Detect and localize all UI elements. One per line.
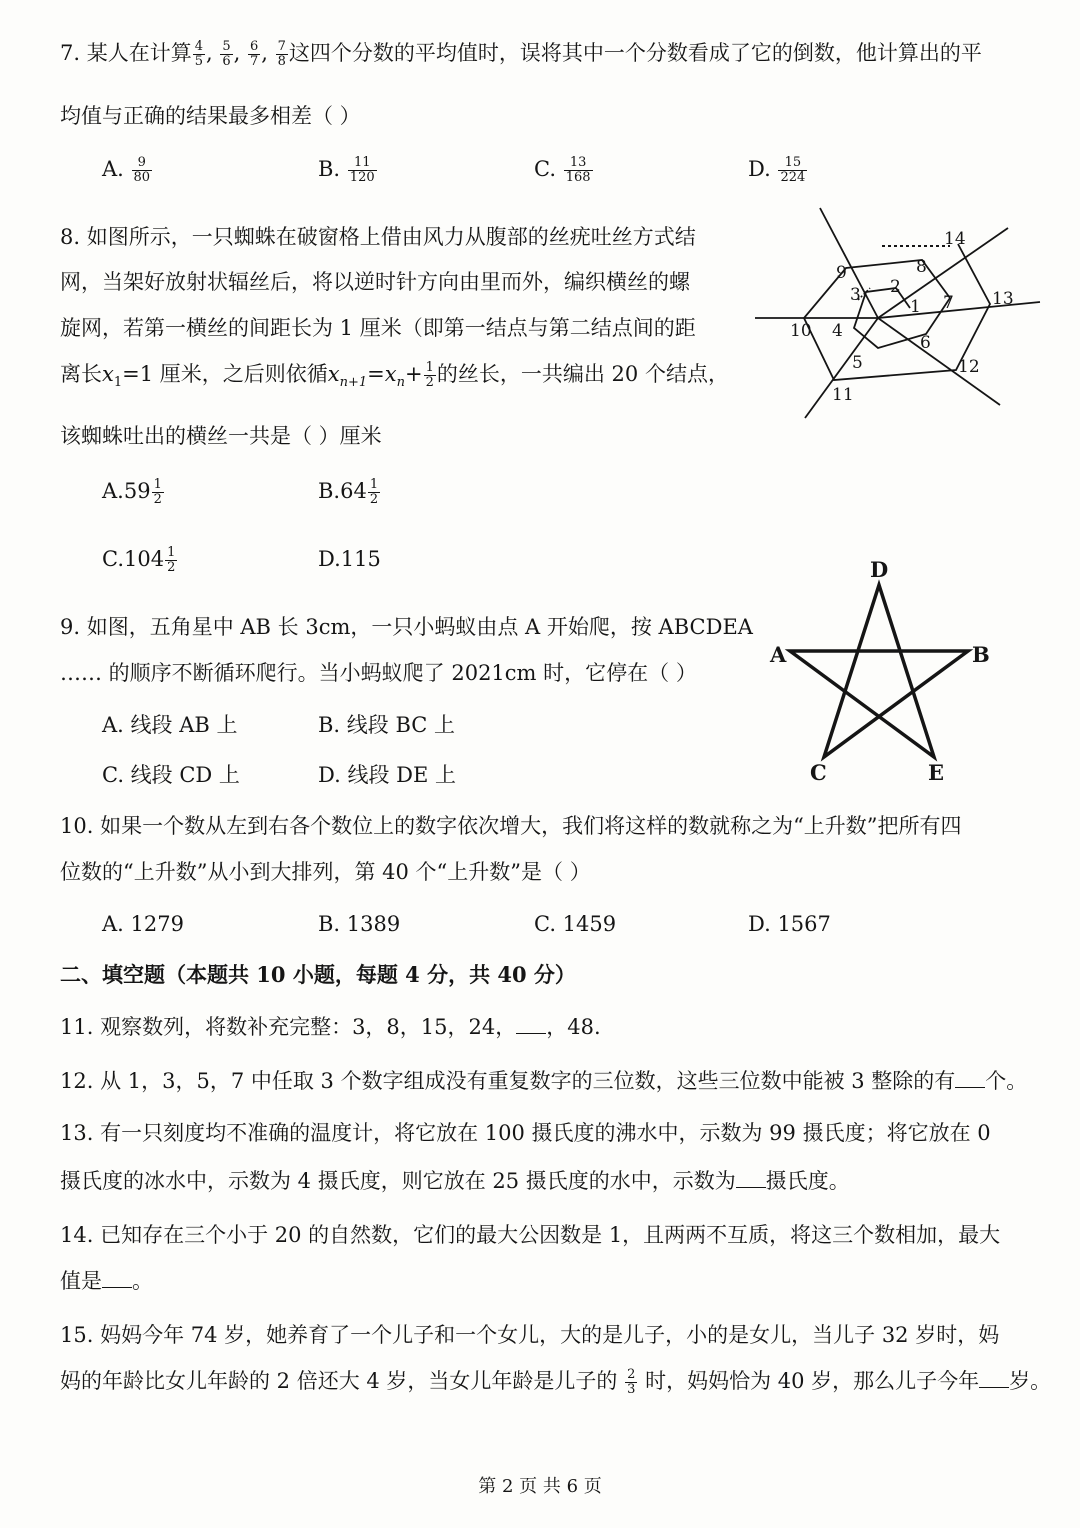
pentagram-figure — [760, 555, 1010, 790]
web-label-9: 9 — [836, 263, 847, 283]
q10-option-a: A. 1279 — [102, 912, 184, 936]
q13-blank — [736, 1169, 766, 1188]
q7-frac-2: $\frac{5}{6}$ — [222, 39, 231, 69]
star-label-d: D — [870, 557, 889, 582]
web-label-6: 6 — [920, 333, 931, 353]
web-spoke-4 — [878, 318, 1000, 405]
q10-option-d: D. 1567 — [748, 912, 831, 936]
web-spoke-3 — [878, 302, 1040, 318]
section-fill-in-title: 二、填空题（本题共 10 小题，每题 4 分，共 40 分） — [60, 962, 576, 987]
web-label-4: 4 — [832, 321, 843, 341]
q9-option-c: C. 线段 CD 上 — [102, 763, 240, 787]
q10-line1: 10. 如果一个数从左到右各个数位上的数字依次增大，我们将这样的数就称之为“上升数”把所有四 — [60, 814, 962, 838]
web-label-10: 10 — [790, 321, 812, 341]
q13-line1: 13. 有一只刻度均不准确的温度计，将它放在 100 摄氏度的沸水中，示数为 99 摄氏度；将它放在 0 — [60, 1121, 991, 1145]
q7-line1: 7. 某人在计算 $\frac{4}{5}$ , $\frac{5}{6}$ , $\frac{6}{7}$ , $\frac{7}{8}$ 这四个分数的平均值时，误将其中一个分数看成了它的倒数，他计算出的平 — [60, 39, 982, 69]
q8-option-d: D.115 — [318, 547, 381, 571]
q7-line2: 均值与正确的结果最多相差（ ） — [60, 104, 361, 128]
web-label-14: 14 — [944, 229, 966, 249]
page-footer: 第 2 页 共 6 页 — [478, 1476, 602, 1497]
web-label-3: 3 — [850, 285, 861, 305]
q10-option-c: C. 1459 — [534, 912, 617, 936]
q7-option-a: A. $\frac{9}{80}$ — [102, 155, 151, 185]
q14-blank — [102, 1269, 132, 1288]
q15-line2: 妈的年龄比女儿年龄的 2 倍还大 4 岁，当女儿年龄是儿子的 $\frac{2}{3}$ 时，妈妈恰为 40 岁，那么儿子今年 岁。 — [60, 1367, 1052, 1397]
star-label-e: E — [928, 760, 945, 785]
web-label-2: 2 — [890, 277, 901, 297]
q9-line2: …… 的顺序不断循环爬行。当小蚂蚁爬了 2021cm 时，它停在（ ） — [60, 661, 697, 685]
q7-option-c: C. $\frac{13}{168}$ — [534, 155, 591, 185]
q7-frac-1: $\frac{4}{5}$ — [194, 39, 203, 69]
web-label-11: 11 — [832, 385, 854, 405]
q11-line: 11. 观察数列，将数补充完整：3，8，15，24， ，48. — [60, 1015, 601, 1039]
q8-line3: 旋网，若第一横丝的间距长为 1 厘米（即第一结点与第二结点间的距 — [60, 316, 696, 340]
q7-text-b: 这四个分数的平均值时，误将其中一个分数看成了它的倒数，他计算出的平 — [288, 41, 982, 65]
q8-line1: 8. 如图所示，一只蜘蛛在破窗格上借由风力从腹部的丝疣吐丝方式结 — [60, 225, 696, 249]
q8-option-a: A.59 $\frac{1}{2}$ — [102, 477, 162, 507]
web-spoke-1 — [820, 208, 878, 318]
q7-text-a: 7. 某人在计算 — [60, 41, 192, 65]
web-label-5: 5 — [852, 353, 863, 373]
web-label-12: 12 — [958, 357, 980, 377]
q14-line2: 值是 。 — [60, 1269, 153, 1293]
q12-line: 12. 从 1，3，5，7 中任取 3 个数字组成没有重复数字的三位数，这些三位数中能被 3 整除的有 个。 — [60, 1069, 1028, 1093]
q8-line5: 该蜘蛛吐出的横丝一共是（ ）厘米 — [60, 424, 382, 448]
q11-blank — [516, 1015, 546, 1034]
q7-option-d: D. $\frac{15}{224}$ — [748, 155, 806, 185]
star-label-b: B — [972, 642, 990, 667]
q13-line2: 摄氏度的冰水中，示数为 4 摄氏度，则它放在 25 摄氏度的水中，示数为 摄氏度。 — [60, 1169, 850, 1193]
q7-option-b: B. $\frac{11}{120}$ — [318, 155, 375, 185]
q8-line2: 网，当架好放射状辐丝后，将以逆时针方向由里而外，编织横丝的螺 — [60, 270, 690, 294]
spider-web-figure — [750, 200, 1050, 422]
web-label-1: 1 — [910, 297, 921, 317]
q9-line1: 9. 如图，五角星中 AB 长 3cm，一只小蚂蚁由点 A 开始爬，按 ABCDEA — [60, 615, 753, 639]
q7-frac-4: $\frac{7}{8}$ — [277, 39, 286, 69]
q9-option-a: A. 线段 AB 上 — [102, 713, 238, 737]
web-label-7: 7 — [943, 293, 954, 313]
q12-blank — [955, 1069, 985, 1088]
q9-option-b: B. 线段 BC 上 — [318, 713, 456, 737]
star-label-a: A — [770, 642, 787, 667]
web-label-13: 13 — [992, 289, 1014, 309]
q10-line2: 位数的“上升数”从小到大排列，第 40 个“上升数”是（ ） — [60, 860, 591, 884]
web-label-8: 8 — [916, 257, 927, 277]
q7-frac-3: $\frac{6}{7}$ — [250, 39, 259, 69]
q9-option-d: D. 线段 DE 上 — [318, 763, 456, 787]
q8-option-b: B.64 $\frac{1}{2}$ — [318, 477, 379, 507]
q8-line4: 离长$x_1=1$ 厘米，之后则依循$x_{n+1}=x_n+$ $\frac{1}{2}$ 的丝长，一共编出 20 个结点， — [60, 360, 729, 391]
q14-line1: 14. 已知存在三个小于 20 的自然数，它们的最大公因数是 1，且两两不互质，将这三个数相加，最大 — [60, 1223, 1001, 1247]
q15-line1: 15. 妈妈今年 74 岁，她养育了一个儿子和一个女儿，大的是儿子，小的是女儿，当儿子 32 岁时，妈 — [60, 1323, 1000, 1347]
pentagram-shape — [790, 585, 968, 757]
q10-option-b: B. 1389 — [318, 912, 401, 936]
star-label-c: C — [810, 760, 827, 785]
q8-option-c: C.104 $\frac{1}{2}$ — [102, 545, 176, 575]
q15-blank — [979, 1369, 1009, 1388]
